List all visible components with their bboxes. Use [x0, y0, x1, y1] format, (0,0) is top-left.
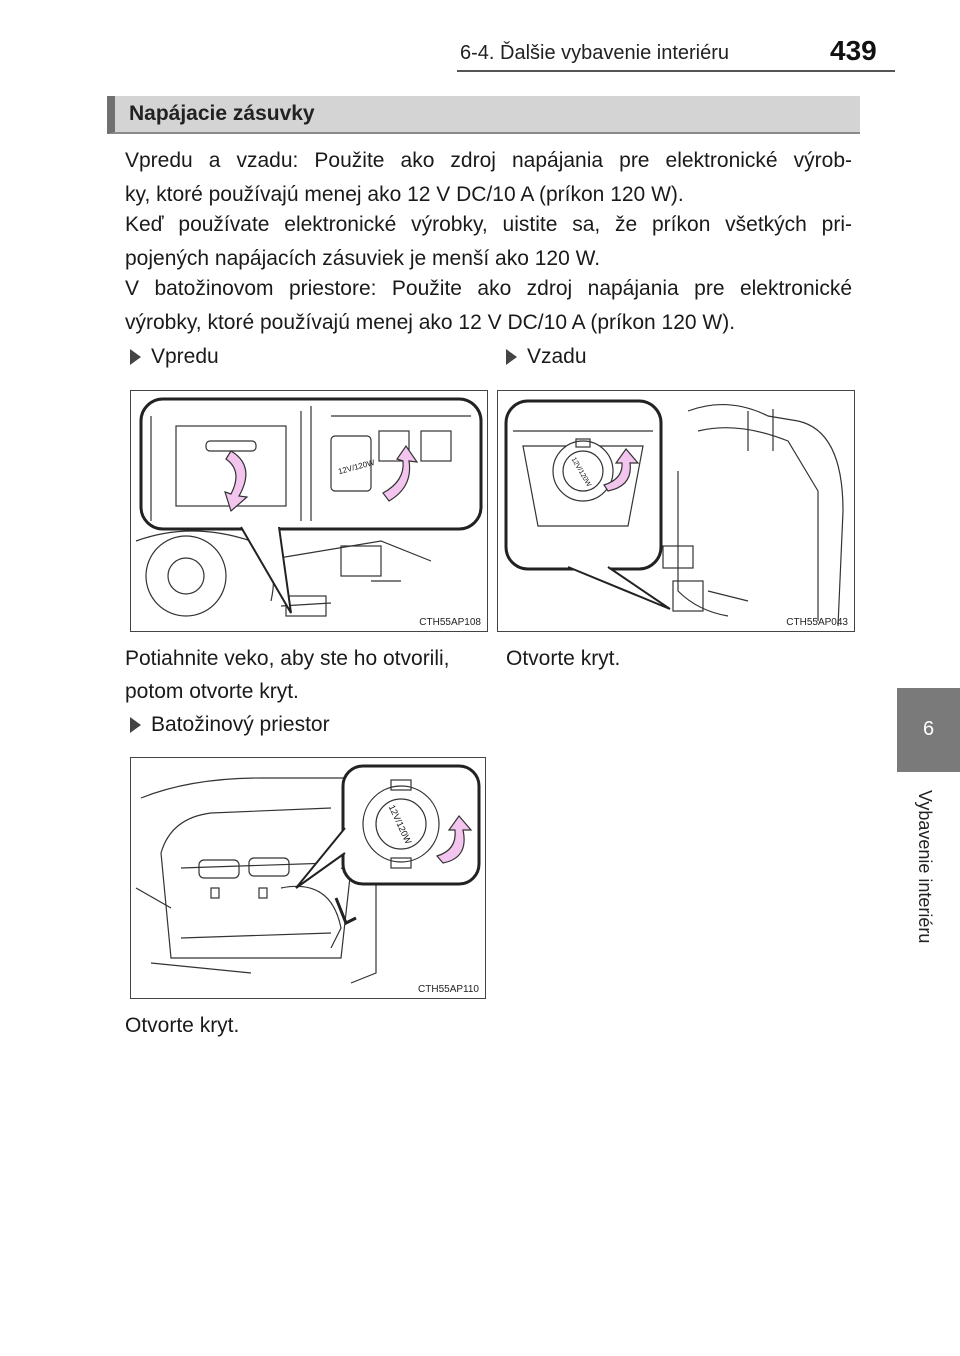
- label-luggage: [130, 713, 330, 737]
- caption-line: potom otvorte kryt.: [125, 680, 299, 703]
- caption-line: Potiahnite veko, aby ste ho otvorili,: [125, 647, 450, 670]
- front-outlet-illustration: [131, 391, 487, 631]
- socket-label: 12V/120W: [386, 803, 414, 846]
- chapter-tab-number: 6: [922, 718, 935, 740]
- figure-code: CTH55AP108: [419, 617, 481, 628]
- caption-line: Otvorte kryt.: [125, 1014, 240, 1037]
- rear-outlet-illustration: [498, 391, 854, 631]
- chapter-title: 6-4. Ďalšie vybavenie interiéru: [460, 42, 730, 64]
- caption-line: Otvorte kryt.: [506, 647, 621, 670]
- figure-rear: [497, 390, 855, 632]
- paragraph-line: výrobky, ktoré používajú menej ako 12 V DC/10 A (príkon 120 W).: [125, 311, 736, 334]
- figure-code: CTH55AP110: [418, 984, 479, 995]
- caption-front: [125, 642, 450, 708]
- caption-luggage: [125, 1009, 239, 1042]
- figure-front: [130, 390, 488, 632]
- socket-label: 12V/120W: [569, 456, 593, 489]
- paragraph-luggage: [125, 272, 852, 340]
- chapter-tab-text: Vybavenie interiéru: [915, 790, 935, 944]
- triangle-bullet-icon: [130, 349, 141, 365]
- paragraph-warning: [125, 208, 852, 276]
- paragraph-front-rear: [125, 144, 852, 212]
- paragraph-line: pojených napájacích zásuviek je menší ako 120 W.: [125, 247, 601, 270]
- chapter-tab: [897, 688, 960, 772]
- triangle-bullet-icon: [130, 717, 141, 733]
- section-heading: [107, 96, 860, 134]
- label-rear: [506, 345, 587, 369]
- page-number: 439: [830, 35, 877, 66]
- paragraph-line: V batožinovom priestore: Použite ako zdroj napájania pre elektronické: [125, 277, 852, 300]
- section-title: Napájacie zásuvky: [129, 102, 315, 125]
- label-front-text: Vpredu: [151, 345, 219, 368]
- figure-luggage: [130, 757, 486, 999]
- luggage-outlet-illustration: [131, 758, 485, 998]
- socket-label: 12V/120W: [337, 457, 376, 477]
- label-luggage-text: Batožinový priestor: [151, 713, 330, 736]
- caption-rear: [506, 642, 620, 675]
- paragraph-line: ky, ktoré používajú menej ako 12 V DC/10 A (príkon 120 W).: [125, 183, 684, 206]
- label-rear-text: Vzadu: [527, 345, 587, 368]
- paragraph-line: Keď používate elektronické výrobky, uistite sa, že príkon všetkých pri-: [125, 213, 852, 236]
- triangle-bullet-icon: [506, 349, 517, 365]
- header-rule: [457, 70, 895, 72]
- figure-code: CTH55AP043: [786, 617, 848, 628]
- paragraph-line: Vpredu a vzadu: Použite ako zdroj napájania pre elektronické výrob-: [125, 149, 852, 172]
- label-front: [130, 345, 219, 369]
